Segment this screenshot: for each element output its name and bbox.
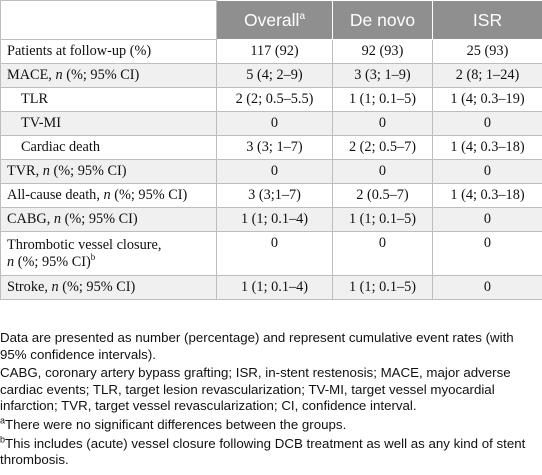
cell-isr: 0: [433, 112, 542, 136]
row-label: [1, 208, 217, 232]
row-label-text: Thrombotic vessel closure,: [7, 236, 162, 253]
row-label-text: Stroke,: [7, 279, 52, 295]
row-label: TLR: [1, 88, 217, 112]
cell-de-novo: 1 (1; 0.1–5): [333, 276, 433, 300]
table-row: [1, 136, 542, 160]
footnote-data-description: Data are presented as number (percentage) and represent cumulative event rates (with 95% confidence intervals).: [0, 330, 514, 362]
cell-overall: 3 (3; 1–7): [217, 136, 333, 160]
cell-overall: 2 (2; 0.5–5.5): [217, 88, 333, 112]
row-label-italic: n: [103, 187, 111, 203]
header-isr: ISR: [433, 1, 542, 40]
row-label: [1, 276, 217, 300]
row-label-text: MACE,: [7, 67, 56, 83]
footnote-a-mark: a: [0, 415, 6, 426]
row-label-text: CABG,: [7, 211, 54, 227]
cell-de-novo: 2 (2; 0.5–7): [333, 136, 433, 160]
cell-isr: 25 (93): [433, 40, 542, 64]
cell-de-novo: 0: [333, 160, 433, 184]
table-row: [1, 160, 542, 184]
cell-overall: 0: [217, 160, 333, 184]
row-label: [1, 232, 217, 276]
footnote-b-mark: b: [0, 434, 6, 445]
cell-de-novo: 0: [333, 232, 433, 276]
cell-isr: 0: [433, 160, 542, 184]
footnote-b: [0, 436, 542, 469]
header-overall: [217, 1, 333, 40]
header-overall-footnote-mark: a: [299, 10, 305, 22]
cell-overall: 1 (1; 0.1–4): [217, 208, 333, 232]
table-row: [1, 184, 542, 208]
cell-overall: 5 (4; 2–9): [217, 64, 333, 88]
row-label-suffix: (%; 95% CI): [49, 163, 127, 179]
table-row: [1, 40, 542, 64]
table-row: [1, 112, 542, 136]
footnote-a: [0, 417, 542, 434]
row-label-suffix: (%; 95% CI): [14, 253, 91, 270]
cell-overall: 3 (3;1–7): [217, 184, 333, 208]
cell-isr: 1 (4; 0.3–18): [433, 136, 542, 160]
cell-de-novo: 2 (0.5–7): [333, 184, 433, 208]
cell-de-novo: 0: [333, 112, 433, 136]
row-label: [1, 184, 217, 208]
table-row: [1, 88, 542, 112]
table-row: [1, 232, 542, 276]
table-row: [1, 208, 542, 232]
row-label: [1, 160, 217, 184]
row-label-text: TVR,: [7, 163, 43, 179]
row-label-text: All-cause death,: [7, 187, 104, 203]
table-row: [1, 276, 542, 300]
row-label-italic: n: [42, 163, 50, 179]
row-label-suffix: (%; 95% CI): [62, 67, 140, 83]
cell-de-novo: 1 (1; 0.1–5): [333, 88, 433, 112]
table-footnotes: [0, 330, 542, 471]
table-header-row: [1, 1, 542, 40]
cell-isr: 0: [433, 208, 542, 232]
row-label-italic: n: [7, 253, 15, 270]
cell-overall: 0: [217, 232, 333, 276]
cell-de-novo: 3 (3; 1–9): [333, 64, 433, 88]
cell-overall: 117 (92): [217, 40, 333, 64]
table-row: [1, 64, 542, 88]
row-label-italic: n: [55, 67, 63, 83]
cell-isr: 1 (4; 0.3–18): [433, 184, 542, 208]
cell-de-novo: 92 (93): [333, 40, 433, 64]
row-label: Cardiac death: [1, 136, 217, 160]
header-empty-cell: [1, 1, 217, 40]
footnote-a-text: There were no significant differences between the groups.: [5, 416, 347, 432]
row-label: Patients at follow-up (%): [1, 40, 217, 64]
header-overall-label: Overall: [244, 9, 300, 30]
cell-isr: 2 (8; 1–24): [433, 64, 542, 88]
header-de-novo: De novo: [333, 1, 433, 40]
cell-isr: 0: [433, 276, 542, 300]
row-label-suffix: (%; 95% CI): [58, 279, 136, 295]
cell-overall: 1 (1; 0.1–4): [217, 276, 333, 300]
cell-overall: 0: [217, 112, 333, 136]
cell-isr: 1 (4; 0.3–19): [433, 88, 542, 112]
cell-de-novo: 1 (1; 0.1–5): [333, 208, 433, 232]
row-label-italic: n: [53, 211, 62, 227]
row-label-suffix: (%; 95% CI): [61, 211, 138, 227]
cell-isr: 0: [433, 232, 542, 276]
footnote-abbreviations: CABG, coronary artery bypass grafting; ISR, in-stent restenosis; MACE, major adverse cardiac events; TLR, target lesion revascularization; TV-MI, target vessel myocardial infarction; TVR, target vessel revascularization; CI, confidence interval.: [0, 365, 511, 414]
row-label-suffix: (%; 95% CI): [110, 187, 188, 203]
footnote-b-text: This includes (acute) vessel closure following DCB treatment as well as any kind of stent thrombosis.: [0, 435, 526, 468]
row-label: [1, 64, 217, 88]
row-label-footnote-mark: b: [90, 251, 96, 262]
row-label: TV-MI: [1, 112, 217, 136]
row-label-italic: n: [51, 279, 59, 295]
